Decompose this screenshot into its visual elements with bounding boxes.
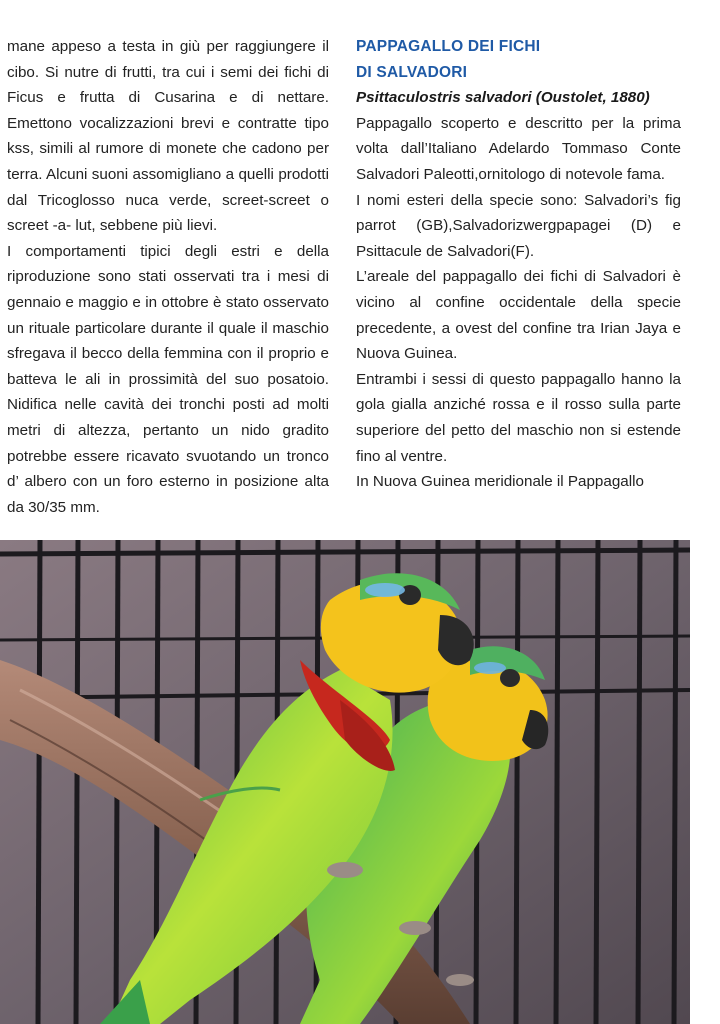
scientific-name: Psittaculostris salvadori (Oustolet, 1880) (356, 89, 650, 107)
left-paragraph-1: mane appeso a testa in giù per raggiungere il cibo. Si nutre di frutti, tra cui i semi dei fichi di Ficus e frutta di Cusarina e di nettare. Emettono vocalizzazioni brevi e contratte tipo kss, simili al rumore di monete che cadono per terra. Alcuni suoni assomigliano a quelli prodotti dal Tricoglosso nuca verde, screet-screet o screet -a- lut, sebbene più lievi. (7, 38, 329, 235)
section-heading-line-2: DI SALVADORI (356, 63, 468, 81)
parrot-illustration (0, 540, 690, 1024)
parrot-photo (0, 540, 690, 1024)
right-paragraph-2: I nomi esteri della specie sono: Salvadori’s fig parrot (GB),Salvadorizwergpapagei (D) e Psittacule de Salvadori(F). (356, 191, 681, 260)
right-paragraph-1: Pappagallo scoperto e descritto per la prima volta dall’Italiano Adelardo Tommaso Conte Salvadori Paleotti,ornitologo di notevole fama. (356, 114, 681, 183)
left-paragraph-2: I comportamenti tipici degli estri e della riproduzione sono stati osservati tra i mesi di gennaio e maggio e in ottobre è stato osservato un rituale particolare durante il quale il maschio sfregava il becco della femmina con il proprio e batteva le ali in prossimità del suo posatoio. Nidifica nelle cavità dei tronchi posti ad molti metri di altezza, pertanto un nido gradito potrebbe essere ricavato svuotando un tronco d’ albero con un foro esterno in posizione alta da 30/35 mm. (7, 242, 329, 516)
right-paragraph-3: L’areale del pappagallo dei fichi di Salvadori è vicino al confine occidentale della specie precedente, a ovest del confine tra Irian Jaya e Nuova Guinea. (356, 268, 681, 363)
right-paragraph-4: Entrambi i sessi di questo pappagallo hanno la gola gialla anziché rossa e il rosso sulla parte superiore del petto del maschio non si estende fino al ventre. (356, 370, 681, 465)
section-heading-line-1: PAPPAGALLO DEI FICHI (356, 38, 541, 55)
right-paragraph-5: In Nuova Guinea meridionale il Pappagallo (356, 473, 644, 491)
left-column (7, 34, 329, 520)
right-column (356, 34, 681, 495)
